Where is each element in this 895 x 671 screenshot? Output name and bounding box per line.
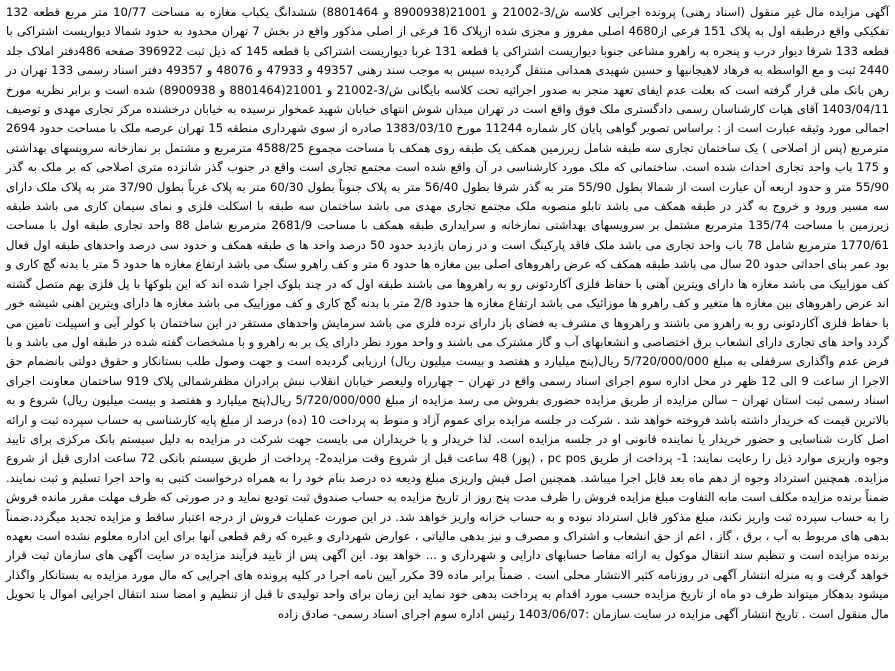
auction-notice-text: آگهی مزایده مال غیر منقول (اسناد رهنی) پرونده اجرایی کلاسه ش/3-21002 و 21001(8900938 و 8801464) ششدانگ یکباب مغازه به مساحت 10/77 متر مربع قطعه 132 تفکیکی واقع درطبقه اول به پلاک 151 فرعی از4680 اصلی مفروز و مجزی شده ازپلاک 16 فرعی از اصلی مذکور واقع در بخش 7 تهران محدود به حدود شمالا دیواریست اشتراکی با قطعه 133 شرقا دیوار درب و پنجره به راهرو مشاعی جنوبا دیواریست اشتراکی با قطعه 131 غربا دیواریست اشتراکی با قطعه 145 که ذیل ثبت 396922 صفحه 486دفتر املاک جلد 2440 ثبت و مع الواسطه به فرهاد لاهیجانیها و حسین شهیدی همدانی منتقل گردیده سپس به موجب سند رهنی 49357 و 47933 و 48076 و 49357 دفتر اسناد رسمی 133 تهران در رهن بانک ملی قرار گرفته است که بعلت عدم ایفای تعهد منجر به صدور اجرائیه تحت کلاسه بایگانی ش/3-21002 و 21001(8801464 و 8900938) شده است و برابر نظریه مورخ 1403/04/11 آقای هیات کارشناسان رسمی دادگستری ملک فوق واقع است در تهران میدان شوش انتهای خیابان شهید غمخوار نرسیده به خیابان درخشنده مرکز تجاری مهدی و توصیف اجمالی مورد وثیقه عبارت است از : براساس تصویر گواهی پایان کار شماره 11244 مورخ 1383/03/10 صادره از سوی شهرداری منطقه 15 تهران عرصه ملک با مساحت حدود 2694 مترمربع (پس از اصلاحی ) یک ساختمان تجاری سه طبقه شامل زیرزمین همکف یک طبقه روی همکف با مساحت مجموع 4588/25 مترمربع و مشتمل بر نمازخانه سرویسهای بهداشتی و 175 باب واحد تجاری احداث شده است. ساختمانی که ملک مورد کارشناسی در آن واقع شده است مجتمع تجاری است واقع در جنوب گذر شانزده متری اصلاحی که بر ملک به گذر 55/90 متر و حدود اربعه آن عبارت است از شمالا بطول 55/90 متر به گذر شرقا بطول 56/40 متر به پلاک جنوباً بطول 60/30 متر به پلاک غرباً بطول 37/90 متر به پلاک ملک دارای سه مسیر ورود و خروج به گذر در طبقه همکف می باشد تابلو منصوبه ملک مجتمع تجاری مهدی می باشد ساختمان سه طبقه با اسکلت فلزی و نمای سیمان کاری می باشد طبقه زیرزمین با مساحت 135/74 مترمربع مشتمل بر سرویسهای بهداشتی نمازخانه و سرایداری طبقه همکف با مساحت 2681/9 مترمربع شامل 88 واحد تجاری طبقه اول با مساحت 1770/61 مترمربع شامل 78 باب واحد تجاری می باشد ملک فاقد پارکینگ است و در زمان بازدید حدود 50 درصد واحد ها ی طبقه همکف و حدود سی درصد واحدهای طبقه اول فعال بود عمر بنای احداثی حدود 20 سال می باشد طبقه همکف که عرض راهروهای اصلی بین مغازه ها حدود 6 متر و کف راهرو سنگ می باشد ارتفاع مغازه ها حدود 5 متر با بدنه گچ کاری و کف موزاییک می باشد مغازه ها دارای ویترین آهنی با حفاظ فلزی آکاردئونی رو به راهروها می باشند طبقه اول که در چند بلوک اجرا شده اند که این بلوکها با پل فلزی بهم متصل گشته اند عرض راهروهای بین مغازه ها متغیر و کف راهرو ها موزائیک می باشد ارتفاع مغازه ها حدود 2/8 متر با بدنه گچ کاری و کف موزاییک می باشد مغازه ها دارای ویترین اهنی شیشه خور با حفاظ فلزی آکاردئونی رو به راهرو می باشند و راهروها ی مشرف به فضای باز دارای نرده فلزی می باشد سرمایش واحدهای مستقر در این ساختمان با کولر آبی و اسپیلت تامین می گردد واحد های تجاری دارای انشعاب برق اختصاصی و انشعابهای آب و گاز مشترک می باشند و واحد مورد نظر دارای یک بر به راهرو و با مشخصات گفته شده در طبقه اول می باشد و با فرض عدم واگذاری سرقفلی به مبلغ 5/720/000/000 ریال(پنج میلیارد و هفتصد و بیست میلیون ریال) ارزیابی گردیده است و جهت وصول طلب بستانکار و حقوق دولتی بانضمام حق الاجرا از ساعت 9 الی 12 ظهر در محل اداره سوم اجرای اسناد رسمی واقع در تهران – چهارراه ولیعصر خیابان انقلاب نبش برادران مظفرشمالی پلاک 919 ساختمان معاونت اجرای اسناد رسمی ثبت استان تهران – سالن مزایده از طریق مزایده حضوری بفروش می رسد مزایده از مبلغ 5/720/000/000 ریال(پنج میلیارد و هفتصد و بیست میلیون ریال) شروع و به بالاترین قیمت که خریدار داشته باشد فروخته خواهد شد . شرکت در جلسه مزایده برای عموم آزاد و منوط به پرداخت 10 (ده) درصد از مبلغ پایه کارشناسی به حساب سپرده ثبت و ارائه اصل کارت شناسایی و حضور خریدار یا نماینده قانونی او در جلسه مزایده است. لذا خریدار و یا خریداران می بایست جهت شرکت در مزایده به دلیل سیستم بانک مرکزی برای تایید وجوه واریزی موارد ذیل را رعایت نمایند: 1- پرداخت از طریق pc pos ، (پوز) 48 ساعت قبل از شروع وقت مزایده2- پرداخت از طریق سیستم بانکی 72 ساعت اداری قبل از شروع مزایده. همچنین استرداد وجوه از دهم ماه بعد قابل اجرا میباشد. همچنین اصل فیش واریزی مبلغ ودیعه ده درصد بنام خود را به همراه درخواست کتبی به واحد اجرا تسلیم و ثبت نمایند. ضمناً برنده مزایده مکلف است مابه التفاوت مبلغ مزایده فروش را ظرف مدت پنج روز از تاریخ مزایده به حساب صندوق ثبت تودیع نماید و در صورتی که ظرف مهلت مقرر مانده فروش را به حساب سپرده ثبت واریز نکند، مبلغ مذکور قابل استرداد نبوده و به حساب خزانه واریز خواهد شد. در این صورت عملیات فروش از درجه اعتبار ساقط و مزایده تجدید میگردد.ضمناً بدهی های مربوط به آب ، برق ، گاز ، اعم از حق انشعاب و اشتراک و مصرف و نیز بدهی مالیاتی ، عوارض شهرداری و غیره که رقم قطعی آنها برای این اداره معلوم نشده است بعهده برنده مزایده است و تنظیم سند انتقال موکول به ارائه مفاصا حسابهای دارایی و شهرداری و ... خواهد بود. این آگهی پس از تایید فرآیند مزایده در سایت آگهی های سازمان ثبت قرار خواهد گرفت و به منزله انتشار آگهی در روزنامه کثیر الانتشار محلی است . ضمناً برابر ماده 39 مکرر آیین نامه اجرا در کلیه پرونده های اجرایی که مال مورد مزایده به بستانکار واگذار میشود بدهکار میتواند ظرف دو ماه از تاریخ مزایده حسب مورد اقدام به پرداخت بدهی خود نماید این زمان برای واحد تولیدی تا قبل از تنظیم و امضا سند انتقال اجرایی اموال یا تحویل مال منقول است . تاریخ انتشار آگهی مزایده در سایت سازمان :1403/06/07 رئیس اداره سوم اجرای اسناد رسمی- صادق زاده — [6, 5, 890, 621]
